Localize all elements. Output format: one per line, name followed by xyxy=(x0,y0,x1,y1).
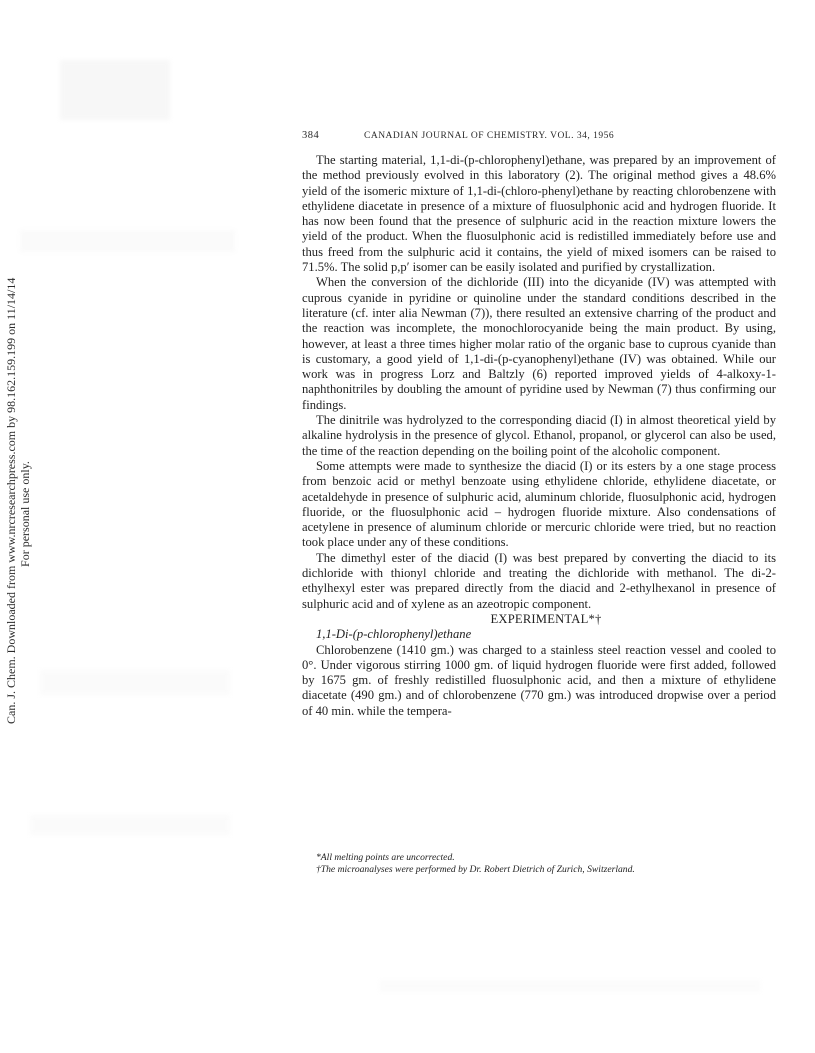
scan-smudge xyxy=(40,670,230,695)
paragraph: When the conversion of the dichloride (III) into the dicyanide (IV) was attempted with cuprous cyanide in pyridine or quinoline under the standard conditions described in the literature (cf. inter alia Newman (7)), there resulted an extensive charring of the product and the reaction was incomplete, the monochlorocyanide being the main product. By using, however, at least a three times higher molar ratio of the organic base to cuprous cyanide than is customary, a good yield of 1,1-di-(p-cyanophenyl)ethane (IV) was obtained. While our work was in progress Lorz and Baltzly (6) reported improved yields of 4-alkoxy-1-naphthonitriles by doubling the amount of pyridine used by Newman (7) thus confirming our findings. xyxy=(302,275,776,412)
scan-smudge xyxy=(380,980,760,992)
paragraph: Chlorobenzene (1410 gm.) was charged to a stainless steel reaction vessel and cooled to 0°. Under vigorous stirring 1000 gm. of liquid hydrogen fluoride were first added, followed by 1675 gm. of freshly redistilled fluosulphonic acid, and then a mixture of ethylidene diacetate (490 gm.) and of chlorobenzene (770 gm.) was introduced dropwise over a period of 40 min. while the tempera- xyxy=(302,642,776,718)
scan-smudge xyxy=(20,230,235,252)
page-number: 384 xyxy=(302,130,320,141)
scan-smudge xyxy=(30,815,230,835)
download-notice-line: Can. J. Chem. Downloaded from www.nrcresearchpress.com by 98.162.159.199 on 11/14/14 xyxy=(4,277,18,724)
journal-title: CANADIAN JOURNAL OF CHEMISTRY. VOL. 34, 1956 xyxy=(364,131,615,141)
article-body xyxy=(302,153,776,719)
paragraph: The dinitrile was hydrolyzed to the corresponding diacid (I) in almost theoretical yield by alkaline hydrolysis in the presence of glycol. Ethanol, propanol, or glycerol can also be used, the time of the reaction depending on the boiling point of the alcoholic component. xyxy=(302,413,776,458)
scan-smudge xyxy=(60,60,170,120)
footnote: †The microanalyses were performed by Dr. Robert Dietrich of Zurich, Switzerland. xyxy=(316,864,635,875)
download-notice xyxy=(4,277,32,724)
section-heading: EXPERIMENTAL*† xyxy=(490,611,602,626)
paragraph: The starting material, 1,1-di-(p-chlorophenyl)ethane, was prepared by an improvement of the method previously evolved in this laboratory (2). The original method gives a 48.6% yield of the isomeric mixture of 1,1-di-(chloro-phenyl)ethane by reacting chlorobenzene with ethylidene diacetate in presence of a mixture of fluosulphonic acid and hydrogen fluoride. It has now been found that the presence of sulphuric acid in the reaction mixture lowers the yield of the product. When the fluosulphonic acid is redistilled immediately before use and thus freed from the sulphuric acid it contains, the yield of mixed isomers can be raised to 71.5%. The solid p,p′ isomer can be easily isolated and purified by crystallization. xyxy=(302,153,776,275)
personal-use-notice: For personal use only. xyxy=(18,461,32,567)
footnotes xyxy=(316,852,776,876)
footnote: *All melting points are uncorrected. xyxy=(316,852,455,863)
paragraph: Some attempts were made to synthesize the diacid (I) or its esters by a one stage process from benzoic acid or methyl benzoate using ethylidene chloride, ethylidene diacetate, or acetaldehyde in presence of sulphuric acid, aluminum chloride, fluosulphonic acid, hydrogen fluoride, or the fluosulphonic acid – hydrogen fluoride mixture. Also condensations of acetylene in presence of aluminum chloride or mercuric chloride were tried, but no reaction took place under any of these conditions. xyxy=(302,458,776,550)
subsection-heading: 1,1-Di-(p-chlorophenyl)ethane xyxy=(316,627,472,642)
paragraph: The dimethyl ester of the diacid (I) was best prepared by converting the diacid to its dichloride with thionyl chloride and treating the dichloride with methanol. The di-2-ethylhexyl ester was prepared directly from the diacid and 2-ethylhexanol in presence of sulphuric acid and of xylene as an azeotropic component. xyxy=(302,550,776,611)
